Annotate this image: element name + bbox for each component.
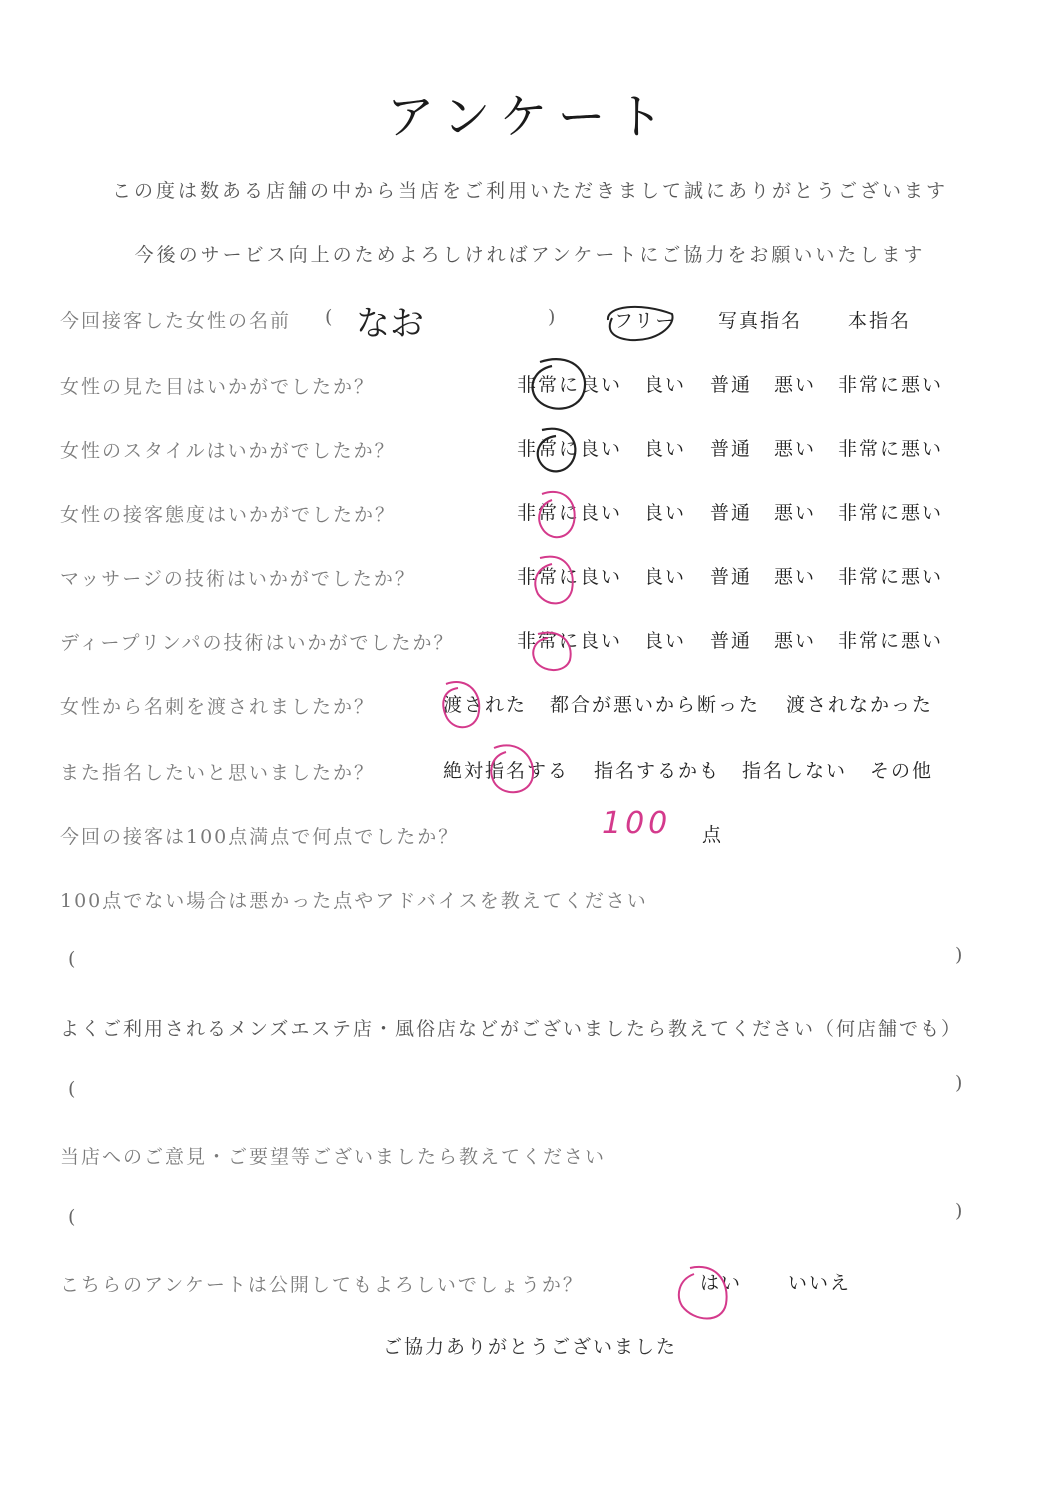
option-declined[interactable]: 都合が悪いから断った: [550, 694, 761, 716]
option-other[interactable]: その他: [870, 760, 934, 782]
name-question-label: 今回接客した女性の名前: [60, 310, 292, 332]
rating-very-good[interactable]: 非常に良い: [517, 630, 623, 652]
handwritten-score: 100: [602, 806, 672, 841]
repeat-question-label: また指名したいと思いましたか？: [60, 762, 376, 784]
rating-average[interactable]: 普通: [710, 438, 753, 460]
question-label: マッサージの技術はいかがでしたか？: [60, 568, 416, 590]
circle-mark-free: [608, 307, 673, 340]
advice-question-label: 100点でない場合は悪かった点やアドバイスを教えてください: [60, 890, 648, 912]
other-shops-open-paren: (: [68, 1078, 76, 1100]
circle-mark-style: [538, 429, 576, 472]
rating-average[interactable]: 普通: [710, 502, 753, 524]
intro-line-2: 今後のサービス向上のためよろしければアンケートにご協力をお願いいたします: [134, 244, 926, 266]
rating-average[interactable]: 普通: [710, 566, 753, 588]
rating-very-bad[interactable]: 非常に悪い: [838, 374, 944, 396]
rating-average[interactable]: 普通: [710, 630, 753, 652]
handwritten-name: なお: [356, 304, 424, 344]
name-open-paren: (: [325, 306, 333, 328]
rating-bad[interactable]: 悪い: [774, 502, 817, 524]
closing-message: ご協力ありがとうございました: [382, 1336, 677, 1358]
option-photo-nomination[interactable]: 写真指名: [718, 310, 803, 332]
survey-title: アンケート: [386, 89, 674, 145]
intro-line-1: この度は数ある店舗の中から当店をご利用いただきまして誠にありがとうございます: [111, 180, 948, 202]
rating-good[interactable]: 良い: [644, 502, 687, 524]
opinion-close-paren: ): [955, 1200, 963, 1222]
option-maybe[interactable]: 指名するかも: [594, 760, 721, 782]
option-definitely[interactable]: 絶対指名する: [443, 760, 570, 782]
circle-mark-yes: [679, 1267, 727, 1319]
rating-bad[interactable]: 悪い: [774, 438, 817, 460]
rating-very-bad[interactable]: 非常に悪い: [838, 502, 944, 524]
rating-very-bad[interactable]: 非常に悪い: [838, 630, 944, 652]
rating-very-good[interactable]: 非常に良い: [517, 374, 623, 396]
card-question-label: 女性から名刺を渡されましたか？: [60, 696, 376, 718]
publish-question-label: こちらのアンケートは公開してもよろしいでしょうか？: [60, 1274, 584, 1296]
rating-very-good[interactable]: 非常に良い: [517, 566, 623, 588]
question-label: 女性の接客態度はいかがでしたか？: [60, 504, 397, 526]
question-label: ディープリンパの技術はいかがでしたか？: [60, 632, 455, 654]
question-label: 女性のスタイルはいかがでしたか？: [60, 440, 396, 462]
rating-good[interactable]: 良い: [644, 438, 687, 460]
advice-open-paren: (: [68, 948, 76, 970]
option-not-received[interactable]: 渡されなかった: [786, 694, 934, 716]
advice-close-paren: ): [955, 944, 963, 966]
option-no[interactable]: 指名しない: [742, 760, 848, 782]
rating-good[interactable]: 良い: [644, 630, 687, 652]
question-label: 女性の見た目はいかがでしたか？: [60, 376, 376, 398]
option-main-nomination[interactable]: 本指名: [848, 310, 912, 332]
name-close-paren: ): [548, 306, 556, 328]
rating-very-good[interactable]: 非常に良い: [517, 438, 623, 460]
circle-mark-definitely: [491, 745, 533, 792]
rating-good[interactable]: 良い: [644, 374, 687, 396]
option-received[interactable]: 渡された: [443, 694, 528, 716]
opinion-open-paren: (: [68, 1206, 76, 1228]
rating-very-bad[interactable]: 非常に悪い: [838, 566, 944, 588]
option-no-publish[interactable]: いいえ: [788, 1272, 852, 1294]
rating-bad[interactable]: 悪い: [774, 630, 817, 652]
option-free[interactable]: フリー: [614, 310, 677, 332]
rating-very-good[interactable]: 非常に良い: [517, 502, 623, 524]
circle-mark-massage: [535, 557, 572, 604]
opinion-question-label: 当店へのご意見・ご要望等ございましたら教えてください: [60, 1146, 607, 1168]
other-shops-question-label: よくご利用されるメンズエステ店・風俗店などがございましたら教えてください（何店舗でも）: [60, 1018, 963, 1040]
rating-average[interactable]: 普通: [710, 374, 753, 396]
other-shops-close-paren: ): [955, 1072, 963, 1094]
rating-bad[interactable]: 悪い: [774, 374, 817, 396]
circle-mark-looks: [533, 359, 586, 409]
circle-mark-received: [443, 682, 479, 727]
option-yes[interactable]: はい: [700, 1272, 743, 1294]
rating-good[interactable]: 良い: [644, 566, 687, 588]
score-unit: 点: [702, 824, 724, 846]
circle-mark-attitude: [539, 492, 574, 537]
circle-mark-lymph: [533, 633, 570, 670]
score-question-label: 今回の接客は100点満点で何点でしたか？: [60, 826, 460, 848]
rating-bad[interactable]: 悪い: [774, 566, 817, 588]
rating-very-bad[interactable]: 非常に悪い: [838, 438, 944, 460]
